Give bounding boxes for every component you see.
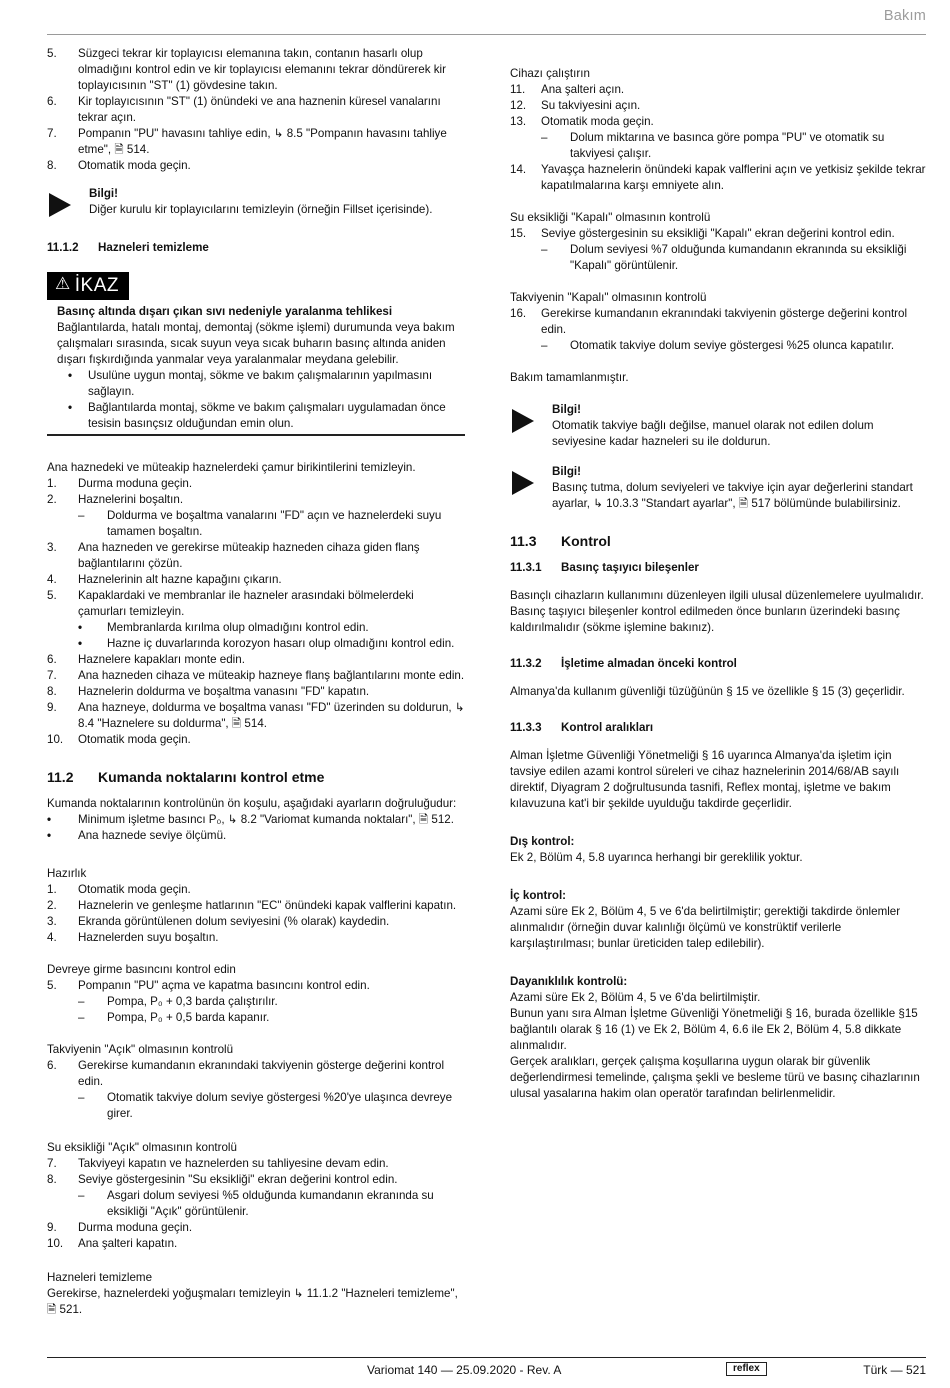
list-item: • Minimum işletme basıncı P₀, ↳ 8.2 "Variomat kumanda noktaları", 🗎 512. <box>47 813 454 826</box>
list-item: 12. Su takviyesini açın. <box>510 99 641 112</box>
hazn-text: Gerekirse, haznelerdeki yoğuşmaları temizleyin ↳ 11.1.2 "Hazneleri temizleme", 🗎 521. <box>47 1287 458 1316</box>
info-note <box>47 186 465 220</box>
header-section-title: Bakım <box>883 8 926 24</box>
info-arrow-icon <box>512 471 534 495</box>
control-intro: Kumanda noktalarının kontrolünün ön koşulu, aşağıdaki ayarların doğruluğudur: <box>47 797 457 810</box>
list-item: 5. Pompanın "PU" açma ve kapatma basıncını kontrol edin. <box>47 979 370 992</box>
outer-check-title: Dış kontrol: <box>510 835 575 848</box>
list-subitem: – Asgari dolum seviyesi %5 olduğunda kumandanın ekranında su eksikliği "Açık" görüntülenir. <box>78 1189 434 1218</box>
list-subitem: – Dolum seviyesi %7 olduğunda kumandanın ekranında su eksikliği "Kapalı" görüntülenir. <box>541 243 907 272</box>
page-header <box>47 6 926 35</box>
list-item: • Bağlantılarda montaj, sökme ve bakım çalışmaları uygulamadan önce tesisin basınçsız olduğundan emin olun. <box>68 401 446 430</box>
list-item: 14. Yavaşça haznelerin önündeki kapak valflerini açın ve yetkisiz şekilde tekrar kapatılmalarına karşı emniyete alın. <box>510 163 926 192</box>
paragraph: Alman İşletme Güvenliği Yönetmeliği § 16 uyarınca Almanya'da işletim için tavsiye edilen azami kontrol süreleri ve cihaz haznelerinin 2014/68/AB sayılı direktif, Diyagram 2 doğrultusunda tasnifi, Reflex montaj, işletme ve bakım kılavuzuna kat'i bir şekilde uyulduğu takdirde geçerlidir. <box>510 749 900 810</box>
section-heading-11-3-3: 11.3.3 Kontrol aralıkları <box>510 721 654 734</box>
list-item: 8. Otomatik moda geçin. <box>47 159 191 172</box>
warning-box <box>47 304 465 436</box>
left-column <box>47 46 465 1318</box>
su-acik-label: Su eksikliği "Açık" olmasının kontrolü <box>47 1141 237 1154</box>
warning-title: Basınç altında dışarı çıkan sıvı nedeniyle yaralanma tehlikesi <box>57 305 393 318</box>
note-text: Otomatik takviye bağlı değilse, manuel olarak not edilen dolum seviyesine kadar hazneleri su ile doldurun. <box>552 419 874 448</box>
page-number: Türk — 521 <box>863 1363 926 1377</box>
list-subitem: – Doldurma ve boşaltma vanalarını "FD" açın ve haznelerdeki suyu tamamen boşaltın. <box>78 509 442 538</box>
note-title: Bilgi! <box>89 187 118 200</box>
reflex-logo: reflex <box>726 1362 767 1376</box>
outer-check-text: Ek 2, Bölüm 4, 5.8 uyarınca herhangi bir gereklilik yoktur. <box>510 851 803 864</box>
warning-text: Bağlantılarda, hatalı montaj, demontaj (sökme işlemi) durumunda veya bakım çalışmaları sırasında, sıcak suyun veya sıcak buharın basınç altında aniden dışarı fışkırdığında yanmalar veya yaralanmalar meydana gelebilir. <box>57 321 455 366</box>
list-item: 4. Haznelerden suyu boşaltın. <box>47 931 219 944</box>
inner-check-text: Azami süre Ek 2, Bölüm 4, 5 ve 6'da belirtilmiştir; gerektiği takdirde önlemler alınmalıdır (örneğin duvar kalınlığı ölçümü ve konstrüktif verilerle karşılaştırılması; bunlar üreticiden talep edilebilir). <box>510 905 901 950</box>
note-text: Diğer kurulu kir toplayıcılarını temizleyin (örneğin Fillset içerisinde). <box>89 203 433 216</box>
list-subitem: – Otomatik takviye dolum seviye göstergesi %20'ye ulaşınca devreye girer. <box>78 1091 453 1120</box>
list-subitem: • Membranlarda kırılma olup olmadığını kontrol edin. <box>78 621 369 634</box>
list-item: 1. Durma moduna geçin. <box>47 477 193 490</box>
list-item: 11. Ana şalteri açın. <box>510 83 625 96</box>
su-kapali-label: Su eksikliği "Kapalı" olmasının kontrolü <box>510 211 711 224</box>
info-arrow-icon <box>512 409 534 433</box>
hazn-label: Hazneleri temizleme <box>47 1271 153 1284</box>
note-title: Bilgi! <box>552 465 581 478</box>
inner-check-title: İç kontrol: <box>510 889 567 902</box>
clean-intro: Ana haznedeki ve müteakip haznelerdeki çamur birikintilerini temizleyin. <box>47 461 416 474</box>
document-info: Variomat 140 — 25.09.2020 - Rev. A <box>367 1363 562 1377</box>
list-item: 1. Otomatik moda geçin. <box>47 883 191 896</box>
acik-label: Takviyenin "Açık" olmasının kontrolü <box>47 1043 234 1056</box>
list-item: 8. Haznelerin doldurma ve boşaltma vanasını "FD" kapatın. <box>47 685 370 698</box>
list-item: 10. Otomatik moda geçin. <box>47 733 191 746</box>
info-note <box>510 402 928 450</box>
list-item: 2. Haznelerini boşaltın. <box>47 493 184 506</box>
page-footer <box>47 1357 926 1388</box>
prep-label: Hazırlık <box>47 867 87 880</box>
section-heading-11-2: 11.2 Kumanda noktalarını kontrol etme <box>47 769 325 785</box>
section-heading-11-3-1: 11.3.1 Basınç taşıyıcı bileşenler <box>510 561 699 574</box>
maintenance-done: Bakım tamamlanmıştır. <box>510 371 629 384</box>
list-subitem: – Dolum miktarına ve basınca göre pompa "PU" ve otomatik su takviyesi çalışır. <box>541 131 885 160</box>
list-item: • Usulüne uygun montaj, sökme ve bakım çalışmalarının yapılmasını sağlayın. <box>68 369 433 398</box>
list-item: • Ana haznede seviye ölçümü. <box>47 829 227 842</box>
list-item: 6. Haznelere kapakları monte edin. <box>47 653 245 666</box>
list-item: 15. Seviye göstergesinin su eksikliği "Kapalı" ekran değerini kontrol edin. <box>510 227 895 240</box>
durability-check-text: Gerçek aralıkları, gerçek çalışma koşullarına uygun olarak bir güvenlik değerlendirmesi temelinde, çalışma şekli ve besleme türü ve basınç cihazlarının ulusal yasalarına hakim olan operatör tarafından belirlenmelidir. <box>510 1055 920 1100</box>
list-subitem: – Pompa, P₀ + 0,3 barda çalıştırılır. <box>78 995 278 1008</box>
list-item: 9. Ana hazneye, doldurma ve boşaltma vanası "FD" üzerinden su doldurun, ↳ 8.4 "Haznelere su doldurma", 🗎 514. <box>47 701 465 730</box>
list-item: 3. Ana hazneden ve gerekirse müteakip hazneden cihaza giden flanş bağlantılarını çözün. <box>47 541 420 570</box>
start-label: Cihazı çalıştırın <box>510 67 590 80</box>
list-item: 2. Haznelerin ve genleşme hatlarının "EC" önündeki kapak valflerini kapatın. <box>47 899 457 912</box>
list-item: 5. Kapaklardaki ve membranlar ile hazneler arasındaki bölmelerdeki çamurları temizleyin. <box>47 589 414 618</box>
durability-check-text: Azami süre Ek 2, Bölüm 4, 5 ve 6'da belirtilmiştir. <box>510 991 761 1004</box>
paragraph: Almanya'da kullanım güvenliği tüzüğünün § 15 ve özellikle § 15 (3) geçerlidir. <box>510 685 905 698</box>
list-item: 6. Gerekirse kumandanın ekranındaki takviyenin gösterge değerini kontrol edin. <box>47 1059 445 1088</box>
paragraph: Basınçlı cihazların kullanımını düzenleyen ilgili ulusal düzenlemelere uyulmalıdır. Basınç taşıyıcı bileşenler kontrol edilmeden önce bunların üzerindeki basınç kaldırılmalıdır (sökme işlemine bakınız). <box>510 589 924 634</box>
section-heading-11-3: 11.3 Kontrol <box>510 533 611 549</box>
list-item: 16. Gerekirse kumandanın ekranındaki takviyenin gösterge değerini kontrol edin. <box>510 307 908 336</box>
section-heading-11-3-2: 11.3.2 İşletime almadan önceki kontrol <box>510 657 737 670</box>
right-column <box>510 66 928 1102</box>
list-item: 3. Ekranda görüntülenen dolum seviyesini (% olarak) kaydedin. <box>47 915 390 928</box>
list-item: 4. Haznelerinin alt hazne kapağını çıkarın. <box>47 573 282 586</box>
list-item: 9. Durma moduna geçin. <box>47 1221 193 1234</box>
list-item: 7. Takviyeyi kapatın ve haznelerden su tahliyesine devam edin. <box>47 1157 389 1170</box>
note-title: Bilgi! <box>552 403 581 416</box>
list-subitem: – Otomatik takviye dolum seviye göstergesi %25 olunca kapatılır. <box>541 339 895 352</box>
note-text: Basınç tutma, dolum seviyeleri ve takviye için ayar değerlerini standart ayarlar, ↳ 10.3.3 "Standart ayarlar", 🗎 517 bölümünde bulabilirsiniz. <box>552 481 913 510</box>
info-note <box>510 464 928 512</box>
list-item: 7. Ana hazneden cihaza ve müteakip hazneye flanş bağlantılarını monte edin. <box>47 669 465 682</box>
list-subitem: – Pompa, P₀ + 0,5 barda kapanır. <box>78 1011 270 1024</box>
list-subitem: • Hazne iç duvarlarında korozyon hasarı olup olmadığını kontrol edin. <box>78 637 455 650</box>
circ-label: Devreye girme basıncını kontrol edin <box>47 963 236 976</box>
tak-kapali-label: Takviyenin "Kapalı" olmasının kontrolü <box>510 291 707 304</box>
info-arrow-icon <box>49 193 71 217</box>
list-item: 5. Süzgeci tekrar kir toplayıcısı elemanına takın, contanın hasarlı olup olmadığını kontrol edin ve kir toplayıcısı elemanını tekrar döndürerek kir toplayıcısının "ST" (1) gövdesine takın. <box>47 47 446 92</box>
list-item: 13. Otomatik moda geçin. <box>510 115 654 128</box>
warning-triangle-icon: ⚠ <box>55 274 71 293</box>
durability-check-text: Bunun yanı sıra Alman İşletme Güvenliği Yönetmeliği § 16, burada özellikle §15 bağlantılı olarak § 16 (1) ve Ek 2, Bölüm 4, 6.6 ile Ek 2, Bölüm 4, 5.8 dikkate alınmalıdır. <box>510 1007 918 1052</box>
list-item: 10. Ana şalteri kapatın. <box>47 1237 178 1250</box>
warning-badge: ⚠ İKAZ <box>47 272 129 300</box>
section-heading-11-1-2: 11.1.2 Hazneleri temizleme <box>47 241 209 254</box>
list-item: 8. Seviye göstergesinin "Su eksikliği" ekran değerini kontrol edin. <box>47 1173 398 1186</box>
durability-check-title: Dayanıklılık kontrolü: <box>510 975 628 988</box>
list-item: 6. Kir toplayıcısının "ST" (1) önündeki ve ana haznenin küresel vanalarını tekrar açın. <box>47 95 441 124</box>
list-item: 7. Pompanın "PU" havasını tahliye edin, ↳ 8.5 "Pompanın havasını tahliye etme", 🗎 514. <box>47 127 447 156</box>
